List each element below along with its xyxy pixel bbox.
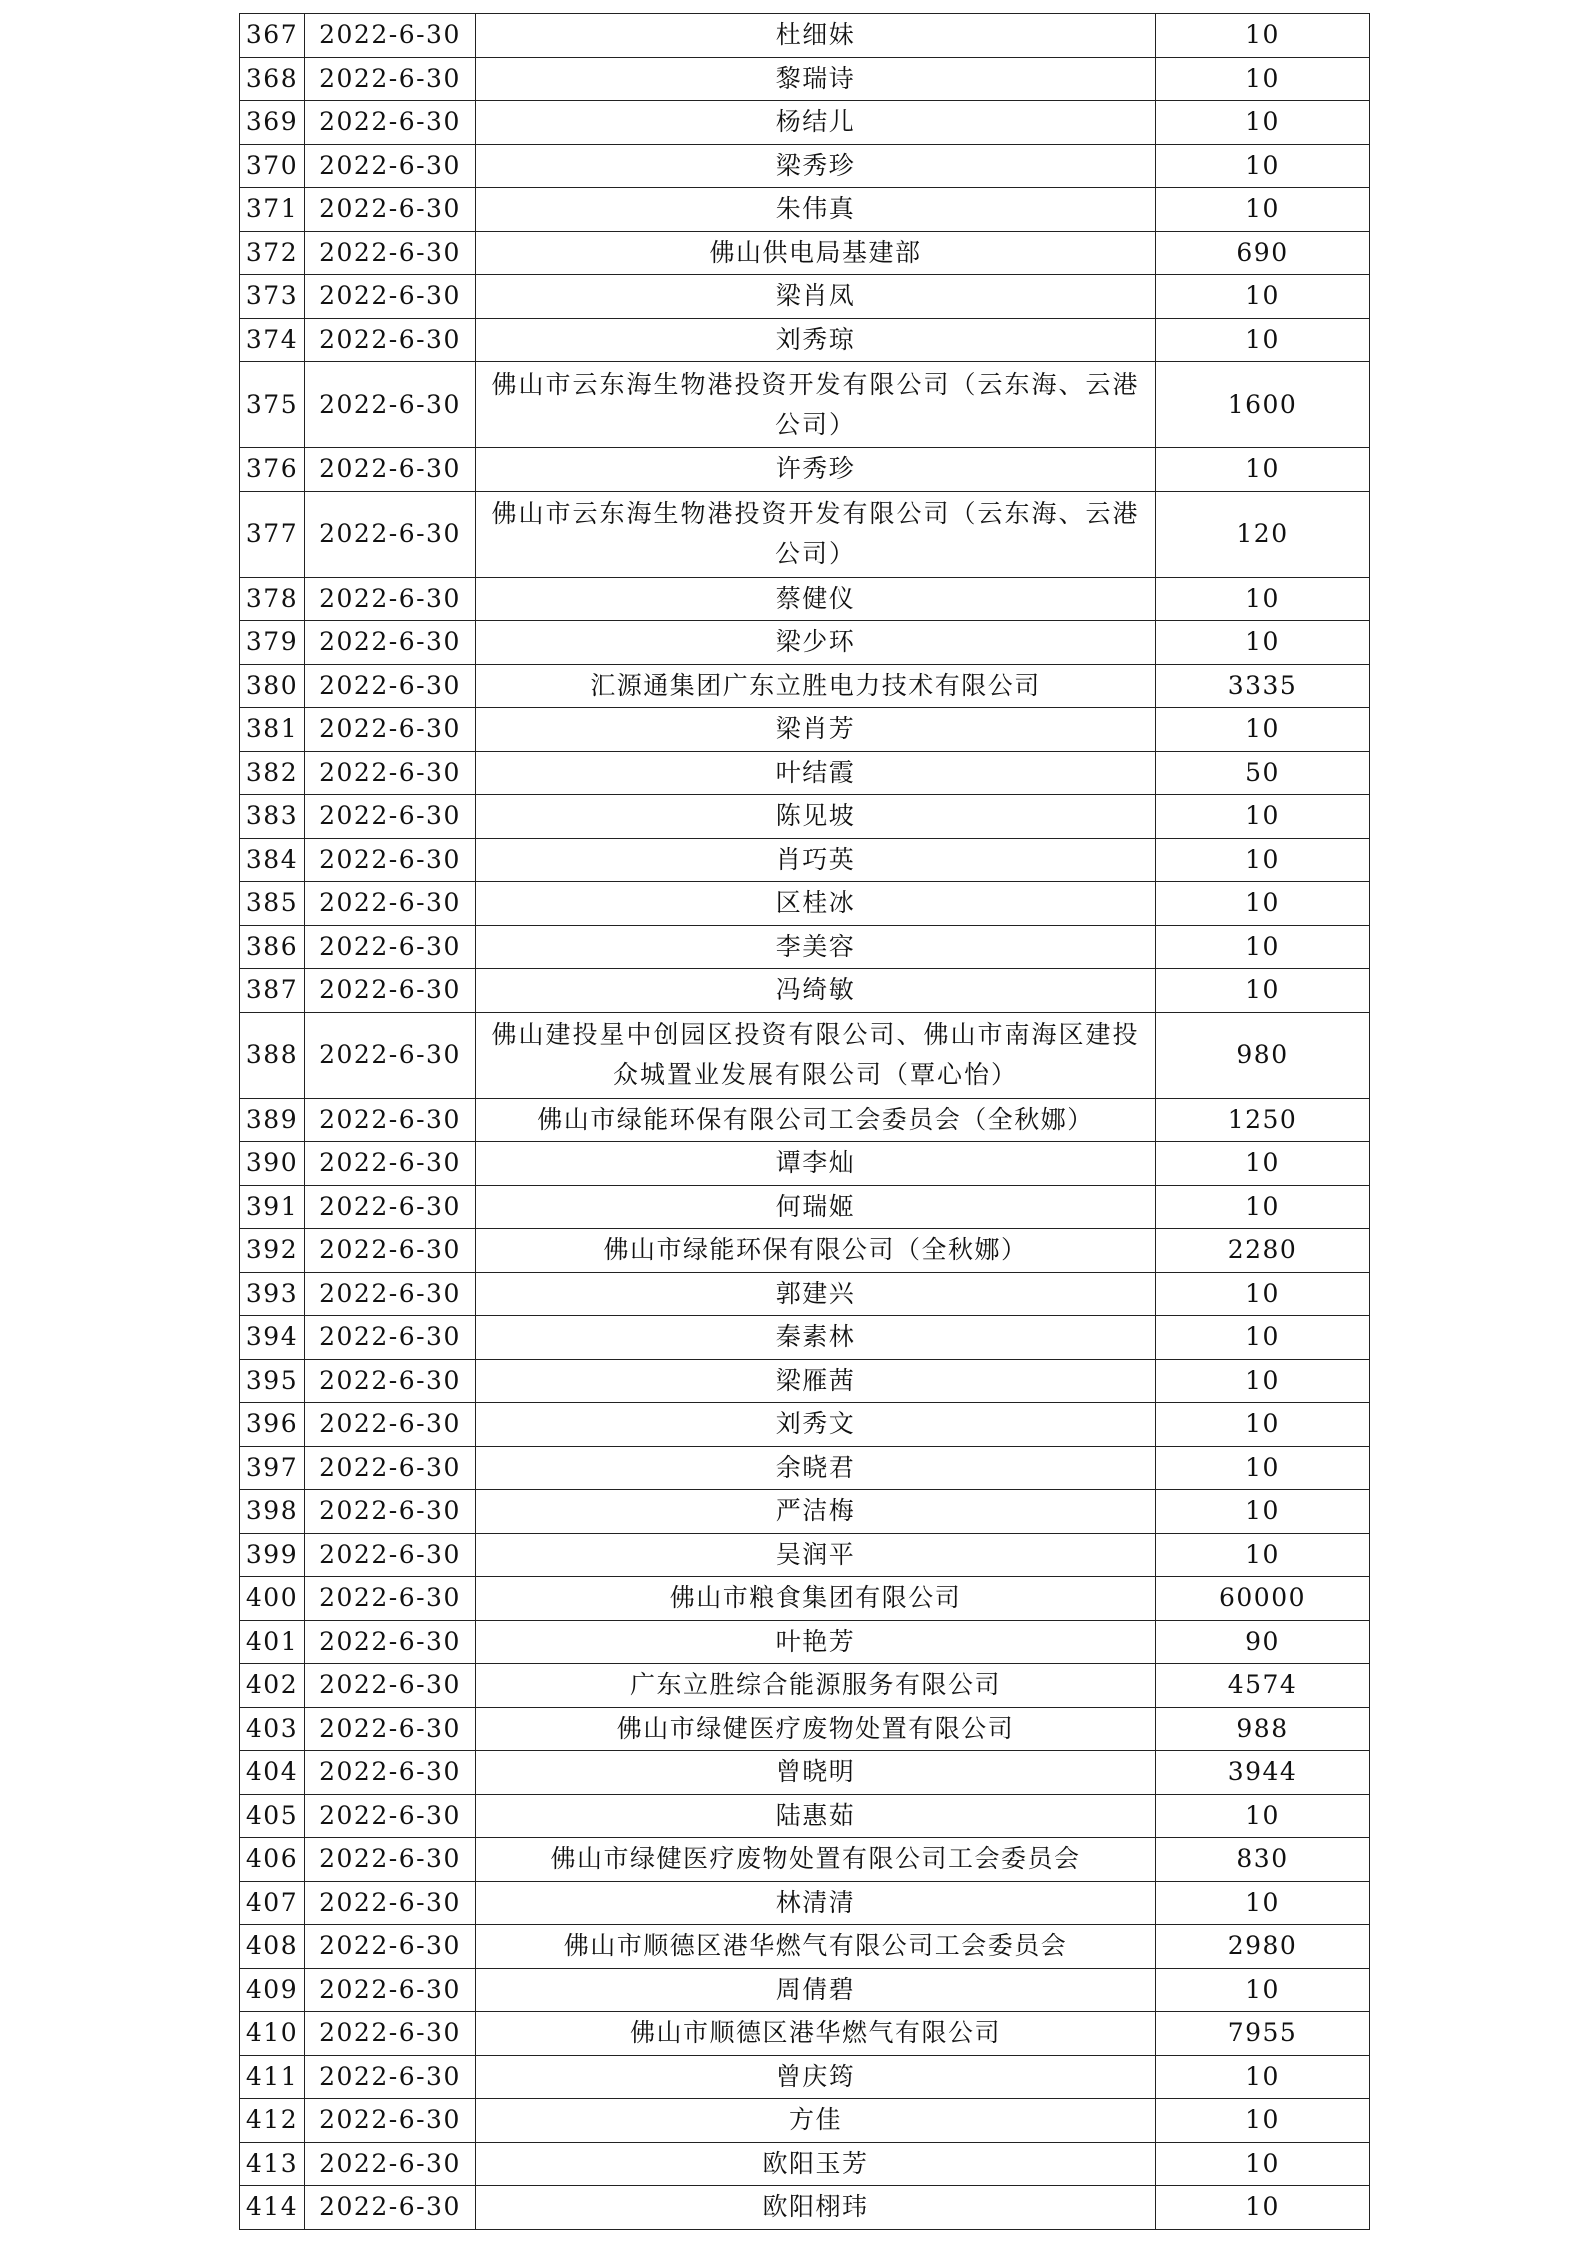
amount-cell: 10 [1156,1316,1370,1360]
table-row [240,1229,1370,1273]
row-number-cell: 375 [240,362,305,448]
donor-cell: 区桂冰 [476,882,1156,926]
table-row [240,1577,1370,1621]
donor-cell: 余晓君 [476,1446,1156,1490]
row-number-cell: 371 [240,188,305,232]
row-number-cell: 404 [240,1751,305,1795]
amount-cell: 3335 [1156,664,1370,708]
row-number-cell: 406 [240,1838,305,1882]
amount-cell: 10 [1156,144,1370,188]
date-cell: 2022-6-30 [305,2142,476,2186]
row-number-cell: 377 [240,491,305,577]
date-cell: 2022-6-30 [305,1881,476,1925]
table-row [240,708,1370,752]
table-row [240,751,1370,795]
amount-cell: 10 [1156,101,1370,145]
amount-cell: 10 [1156,14,1370,58]
table-row [240,144,1370,188]
date-cell: 2022-6-30 [305,925,476,969]
donor-cell: 杨结儿 [476,101,1156,145]
amount-cell: 10 [1156,2099,1370,2143]
table-row [240,101,1370,145]
date-cell: 2022-6-30 [305,708,476,752]
donor-cell: 林清清 [476,1881,1156,1925]
date-cell: 2022-6-30 [305,448,476,492]
donor-cell: 郭建兴 [476,1272,1156,1316]
row-number-cell: 378 [240,577,305,621]
amount-cell: 4574 [1156,1664,1370,1708]
table-row [240,795,1370,839]
table-row [240,1533,1370,1577]
donor-cell: 叶艳芳 [476,1620,1156,1664]
donor-cell: 陈见坡 [476,795,1156,839]
date-cell: 2022-6-30 [305,1185,476,1229]
table-row [240,621,1370,665]
row-number-cell: 385 [240,882,305,926]
donor-cell: 欧阳栩玮 [476,2186,1156,2230]
date-cell: 2022-6-30 [305,1446,476,1490]
row-number-cell: 403 [240,1707,305,1751]
date-cell: 2022-6-30 [305,1012,476,1098]
table-row [240,362,1370,448]
date-cell: 2022-6-30 [305,621,476,665]
date-cell: 2022-6-30 [305,1316,476,1360]
table-row [240,1881,1370,1925]
row-number-cell: 392 [240,1229,305,1273]
donor-cell: 刘秀文 [476,1403,1156,1447]
donor-cell: 佛山市云东海生物港投资开发有限公司（云东海、云港公司） [476,362,1156,448]
donor-cell: 佛山市绿能环保有限公司（全秋娜） [476,1229,1156,1273]
table-row [240,664,1370,708]
donor-cell: 欧阳玉芳 [476,2142,1156,2186]
date-cell: 2022-6-30 [305,1751,476,1795]
row-number-cell: 394 [240,1316,305,1360]
donor-cell: 朱伟真 [476,188,1156,232]
amount-cell: 7955 [1156,2012,1370,2056]
amount-cell: 10 [1156,838,1370,882]
date-cell: 2022-6-30 [305,882,476,926]
date-cell: 2022-6-30 [305,1229,476,1273]
row-number-cell: 383 [240,795,305,839]
row-number-cell: 401 [240,1620,305,1664]
donor-cell: 佛山市云东海生物港投资开发有限公司（云东海、云港公司） [476,491,1156,577]
table-row [240,1359,1370,1403]
table-row [240,188,1370,232]
date-cell: 2022-6-30 [305,1098,476,1142]
table-row [240,1012,1370,1098]
donor-cell: 方佳 [476,2099,1156,2143]
date-cell: 2022-6-30 [305,57,476,101]
row-number-cell: 399 [240,1533,305,1577]
table-row [240,1142,1370,1186]
donor-cell: 佛山市顺德区港华燃气有限公司工会委员会 [476,1925,1156,1969]
amount-cell: 10 [1156,1359,1370,1403]
amount-cell: 3944 [1156,1751,1370,1795]
donation-table-body [240,14,1370,2230]
row-number-cell: 411 [240,2055,305,2099]
table-row [240,1794,1370,1838]
amount-cell: 1600 [1156,362,1370,448]
table-row [240,1751,1370,1795]
amount-cell: 10 [1156,1142,1370,1186]
donor-cell: 谭李灿 [476,1142,1156,1186]
table-row [240,577,1370,621]
table-row [240,2142,1370,2186]
date-cell: 2022-6-30 [305,838,476,882]
amount-cell: 10 [1156,1403,1370,1447]
date-cell: 2022-6-30 [305,188,476,232]
date-cell: 2022-6-30 [305,1533,476,1577]
row-number-cell: 405 [240,1794,305,1838]
date-cell: 2022-6-30 [305,2099,476,2143]
donor-cell: 吴润平 [476,1533,1156,1577]
row-number-cell: 402 [240,1664,305,1708]
donor-cell: 梁肖芳 [476,708,1156,752]
date-cell: 2022-6-30 [305,969,476,1013]
donor-cell: 蔡健仪 [476,577,1156,621]
table-row [240,1098,1370,1142]
row-number-cell: 380 [240,664,305,708]
row-number-cell: 395 [240,1359,305,1403]
row-number-cell: 379 [240,621,305,665]
donor-cell: 梁秀珍 [476,144,1156,188]
amount-cell: 10 [1156,1272,1370,1316]
amount-cell: 10 [1156,188,1370,232]
donor-cell: 杜细妹 [476,14,1156,58]
date-cell: 2022-6-30 [305,491,476,577]
table-row [240,1968,1370,2012]
date-cell: 2022-6-30 [305,1925,476,1969]
amount-cell: 60000 [1156,1577,1370,1621]
donor-cell: 刘秀琼 [476,318,1156,362]
table-row [240,275,1370,319]
table-row [240,1490,1370,1534]
amount-cell: 10 [1156,925,1370,969]
amount-cell: 830 [1156,1838,1370,1882]
donor-cell: 佛山市粮食集团有限公司 [476,1577,1156,1621]
table-row [240,1272,1370,1316]
table-row [240,1925,1370,1969]
amount-cell: 10 [1156,1185,1370,1229]
row-number-cell: 384 [240,838,305,882]
date-cell: 2022-6-30 [305,14,476,58]
donor-cell: 佛山建投星中创园区投资有限公司、佛山市南海区建投众城置业发展有限公司（覃心怡） [476,1012,1156,1098]
donor-cell: 汇源通集团广东立胜电力技术有限公司 [476,664,1156,708]
date-cell: 2022-6-30 [305,1968,476,2012]
table-row [240,925,1370,969]
row-number-cell: 409 [240,1968,305,2012]
table-row [240,491,1370,577]
row-number-cell: 372 [240,231,305,275]
date-cell: 2022-6-30 [305,751,476,795]
donor-cell: 梁雁茜 [476,1359,1156,1403]
donor-cell: 许秀珍 [476,448,1156,492]
row-number-cell: 386 [240,925,305,969]
table-row [240,2055,1370,2099]
donor-cell: 梁少环 [476,621,1156,665]
amount-cell: 988 [1156,1707,1370,1751]
donor-cell: 何瑞姬 [476,1185,1156,1229]
amount-cell: 10 [1156,275,1370,319]
date-cell: 2022-6-30 [305,2186,476,2230]
date-cell: 2022-6-30 [305,144,476,188]
amount-cell: 10 [1156,708,1370,752]
table-row [240,1316,1370,1360]
donor-cell: 佛山市绿健医疗废物处置有限公司 [476,1707,1156,1751]
date-cell: 2022-6-30 [305,577,476,621]
amount-cell: 10 [1156,318,1370,362]
donation-table [239,13,1370,2230]
row-number-cell: 396 [240,1403,305,1447]
donor-cell: 周倩碧 [476,1968,1156,2012]
row-number-cell: 400 [240,1577,305,1621]
table-row [240,1620,1370,1664]
table-row [240,1838,1370,1882]
row-number-cell: 393 [240,1272,305,1316]
table-row [240,969,1370,1013]
amount-cell: 10 [1156,1446,1370,1490]
row-number-cell: 413 [240,2142,305,2186]
date-cell: 2022-6-30 [305,1794,476,1838]
row-number-cell: 391 [240,1185,305,1229]
amount-cell: 10 [1156,621,1370,665]
row-number-cell: 370 [240,144,305,188]
amount-cell: 10 [1156,1794,1370,1838]
amount-cell: 10 [1156,448,1370,492]
row-number-cell: 412 [240,2099,305,2143]
amount-cell: 10 [1156,2186,1370,2230]
table-row [240,1446,1370,1490]
table-row [240,231,1370,275]
amount-cell: 10 [1156,577,1370,621]
donor-cell: 严洁梅 [476,1490,1156,1534]
date-cell: 2022-6-30 [305,231,476,275]
donor-cell: 佛山市绿能环保有限公司工会委员会（全秋娜） [476,1098,1156,1142]
date-cell: 2022-6-30 [305,664,476,708]
amount-cell: 10 [1156,1968,1370,2012]
date-cell: 2022-6-30 [305,275,476,319]
amount-cell: 10 [1156,1881,1370,1925]
row-number-cell: 414 [240,2186,305,2230]
row-number-cell: 376 [240,448,305,492]
date-cell: 2022-6-30 [305,362,476,448]
amount-cell: 1250 [1156,1098,1370,1142]
amount-cell: 10 [1156,57,1370,101]
donor-cell: 曾晓明 [476,1751,1156,1795]
amount-cell: 2280 [1156,1229,1370,1273]
row-number-cell: 408 [240,1925,305,1969]
date-cell: 2022-6-30 [305,1359,476,1403]
table-row [240,318,1370,362]
date-cell: 2022-6-30 [305,1838,476,1882]
amount-cell: 690 [1156,231,1370,275]
row-number-cell: 390 [240,1142,305,1186]
amount-cell: 10 [1156,969,1370,1013]
date-cell: 2022-6-30 [305,1577,476,1621]
date-cell: 2022-6-30 [305,1490,476,1534]
row-number-cell: 367 [240,14,305,58]
amount-cell: 10 [1156,2142,1370,2186]
table-row [240,1707,1370,1751]
row-number-cell: 368 [240,57,305,101]
amount-cell: 50 [1156,751,1370,795]
table-row [240,838,1370,882]
table-row [240,882,1370,926]
row-number-cell: 397 [240,1446,305,1490]
donor-cell: 李美容 [476,925,1156,969]
date-cell: 2022-6-30 [305,2012,476,2056]
donor-cell: 佛山市绿健医疗废物处置有限公司工会委员会 [476,1838,1156,1882]
amount-cell: 10 [1156,1533,1370,1577]
row-number-cell: 373 [240,275,305,319]
donor-cell: 秦素林 [476,1316,1156,1360]
row-number-cell: 388 [240,1012,305,1098]
donor-cell: 佛山市顺德区港华燃气有限公司 [476,2012,1156,2056]
table-row [240,448,1370,492]
table-row [240,1403,1370,1447]
row-number-cell: 398 [240,1490,305,1534]
table-row [240,14,1370,58]
row-number-cell: 387 [240,969,305,1013]
date-cell: 2022-6-30 [305,1142,476,1186]
row-number-cell: 410 [240,2012,305,2056]
donor-cell: 广东立胜综合能源服务有限公司 [476,1664,1156,1708]
amount-cell: 10 [1156,882,1370,926]
table-row [240,2186,1370,2230]
date-cell: 2022-6-30 [305,1664,476,1708]
donor-cell: 肖巧英 [476,838,1156,882]
table-row [240,1664,1370,1708]
row-number-cell: 389 [240,1098,305,1142]
donor-cell: 冯绮敏 [476,969,1156,1013]
row-number-cell: 369 [240,101,305,145]
donor-cell: 黎瑞诗 [476,57,1156,101]
amount-cell: 2980 [1156,1925,1370,1969]
donor-cell: 叶结霞 [476,751,1156,795]
amount-cell: 980 [1156,1012,1370,1098]
amount-cell: 10 [1156,1490,1370,1534]
donor-cell: 曾庆筠 [476,2055,1156,2099]
table-row [240,1185,1370,1229]
amount-cell: 10 [1156,795,1370,839]
amount-cell: 90 [1156,1620,1370,1664]
row-number-cell: 381 [240,708,305,752]
date-cell: 2022-6-30 [305,2055,476,2099]
row-number-cell: 374 [240,318,305,362]
donor-cell: 佛山供电局基建部 [476,231,1156,275]
date-cell: 2022-6-30 [305,1403,476,1447]
date-cell: 2022-6-30 [305,101,476,145]
amount-cell: 10 [1156,2055,1370,2099]
table-row [240,2012,1370,2056]
table-row [240,2099,1370,2143]
row-number-cell: 382 [240,751,305,795]
amount-cell: 120 [1156,491,1370,577]
donor-cell: 陆惠茹 [476,1794,1156,1838]
donor-cell: 梁肖凤 [476,275,1156,319]
table-row [240,57,1370,101]
date-cell: 2022-6-30 [305,795,476,839]
date-cell: 2022-6-30 [305,1272,476,1316]
row-number-cell: 407 [240,1881,305,1925]
date-cell: 2022-6-30 [305,1620,476,1664]
date-cell: 2022-6-30 [305,318,476,362]
date-cell: 2022-6-30 [305,1707,476,1751]
